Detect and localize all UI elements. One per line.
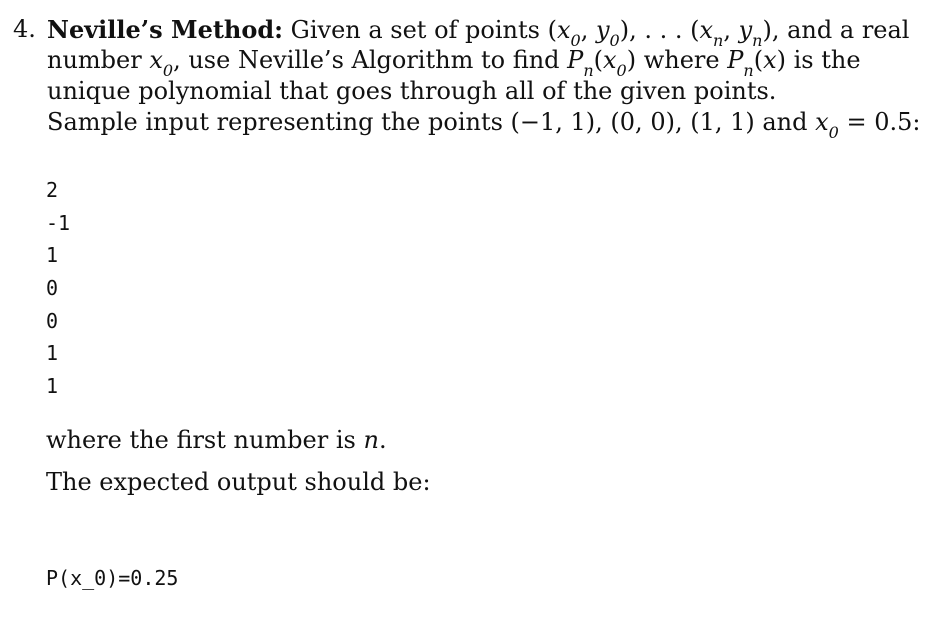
sample-input-line: -1 <box>46 210 71 235</box>
points-range-math: ($x_0$, $y_0$), . . . ($x_n$, $y_n$), <box>547 16 780 50</box>
where-paragraph: where the first number is n. <box>46 426 387 454</box>
expected-output-label: The expected output should be: <box>46 468 431 496</box>
sample-input-line: 0 <box>46 276 59 301</box>
problem-line-1 <box>47 14 910 50</box>
sample-input-code <box>46 174 70 403</box>
problem-body <box>47 14 921 142</box>
problem-title: Neville’s Method: <box>47 15 284 44</box>
sample-input-line: 1 <box>46 341 59 366</box>
sample-input-line: 0 <box>46 308 59 333</box>
problem-line-1-tail: and a real <box>787 16 910 44</box>
expected-output-code: P(x_0)=0.25 <box>46 566 179 590</box>
problem-line-2: number $x_0$, use Neville’s Algorithm to find $P_n(x_0)$ where $P_n(x)$ is the <box>47 46 861 80</box>
sample-input-line: 1 <box>46 243 59 268</box>
problem-line-3: unique polynomial that goes through all of the given points. <box>47 77 777 105</box>
problem-number: 4. <box>13 15 36 43</box>
problem-line-1-text: Given a set of points <box>290 16 540 44</box>
sample-input-line: 1 <box>46 374 59 399</box>
problem-line-4: Sample input representing the points (−1, 1), (0, 0), (1, 1) and $x_0 = 0.5$: <box>47 108 921 142</box>
sample-input-line: 2 <box>46 178 59 202</box>
